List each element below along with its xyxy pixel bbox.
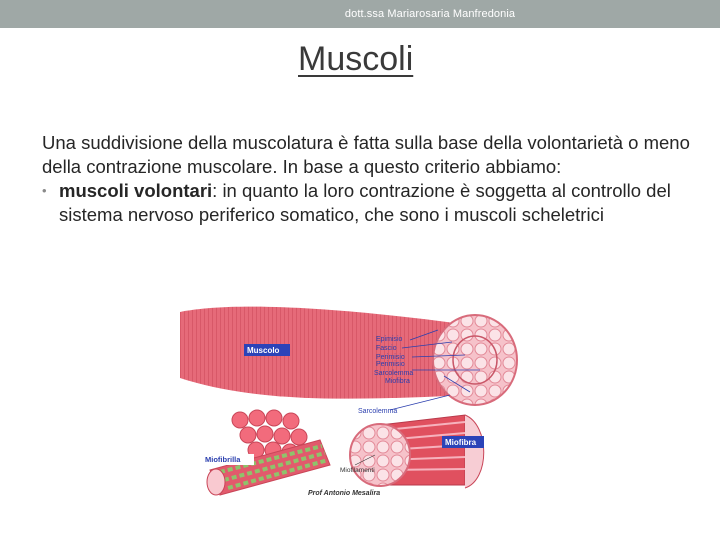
bullet-marker: • [42,183,47,198]
miofibra-label: Miofibra [385,378,410,385]
sarcolemma2-label: Sarcolemma [358,408,398,415]
fascio-label: Fascio [376,345,397,352]
miofibrilla-label: Miofibrilla [205,455,241,464]
slide-body [42,131,702,227]
myofibril-bundle [207,410,330,495]
muscolo-label: Muscolo [247,346,280,355]
bullet-rest-text: : in quanto la loro contrazione è soggetta al controllo del sistema nervoso periferico somatico, che sono i muscoli scheletrici [59,180,671,225]
miofilamenti-label: Miofilamenti [340,467,375,474]
epimisio-label: Epimisio [376,336,403,343]
perimisio2-label: Perimisio [376,361,405,368]
muscle-structure-figure [180,300,525,500]
bullet-item [42,179,702,227]
miofibra2-label: Miofibra [445,438,477,447]
myofibre [350,415,484,488]
slide-title: Muscoli [298,40,414,78]
figure-credit: Prof Antonio Mesalira [308,490,381,497]
muscle-cross-section [433,315,517,405]
sarcolemma-label: Sarcolemma [374,370,414,377]
muscle-body [180,307,470,399]
perimisio-label: Perimisio [376,354,405,361]
header-bar [0,0,720,28]
intro-paragraph: Una suddivisione della muscolatura è fatta sulla base della volontarietà o meno della contrazione muscolare. In base a questo criterio abbiamo: [42,132,690,177]
muscle-diagram [180,300,525,500]
bullet-strong-text: muscoli volontari [59,180,213,201]
author-text: dott.ssa Mariarosaria Manfredonia [344,8,516,20]
